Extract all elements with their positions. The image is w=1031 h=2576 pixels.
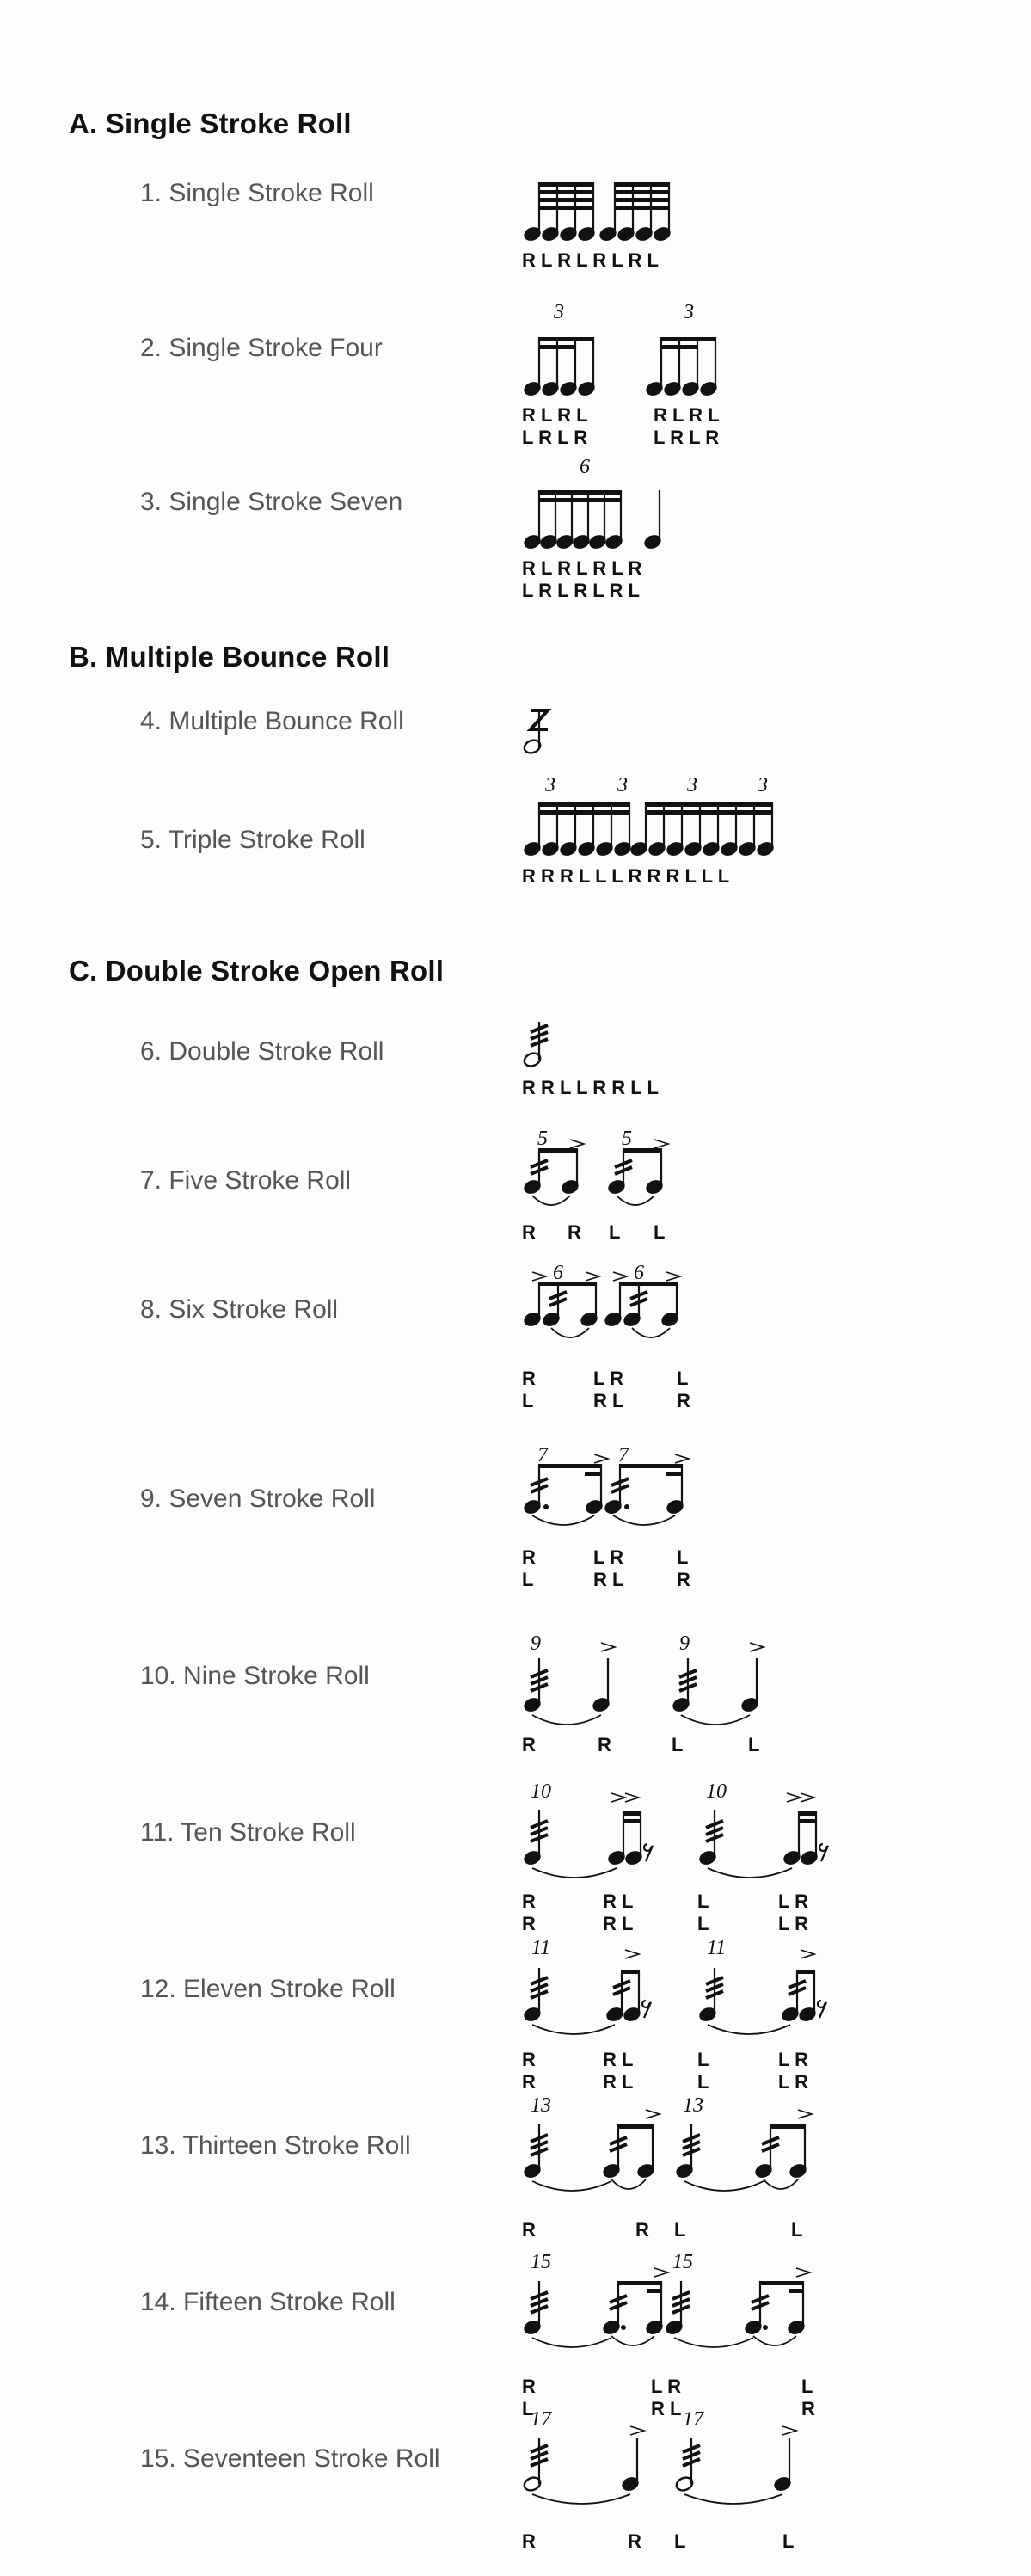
sticking-text: L R [593,1368,624,1389]
accent-mark [666,1272,680,1281]
section-title-single-stroke: A. Single Stroke Roll [69,108,352,139]
sticking-text: L R [778,1891,809,1912]
tie-slur [684,2494,782,2504]
tuplet-number: 3 [617,774,628,796]
sticking-text: L [522,1569,534,1590]
sticking-text: R L [603,2071,634,2093]
sticking-text: L R L R [654,427,720,448]
tie-slur [532,2025,615,2034]
accent-mark [570,1140,584,1148]
note-beam [538,337,576,341]
tuplet-number: 6 [580,456,590,478]
sticking-text: R [677,1569,690,1590]
sticking-text: L R [778,2071,809,2093]
accent-mark [625,1950,639,1958]
tie-slur [753,2336,796,2345]
note-beam [789,2289,804,2293]
sticking-text: R [568,1221,581,1243]
sticking-text: R L [651,2398,682,2419]
note-beam [647,2289,662,2293]
tie-slur [551,1328,589,1337]
accent-mark [654,1140,668,1148]
tie-slur [611,2336,654,2345]
note-beam [614,190,670,194]
sticking-text: R L [603,2049,634,2070]
accent-mark [654,2268,668,2277]
note-beam [538,498,622,502]
accent-mark [798,2110,812,2118]
sticking-text: L R L R L R L [522,580,640,601]
tie-slur [532,1715,601,1725]
sticking-text: L [674,2219,686,2241]
tuplet-number: 17 [531,2408,551,2431]
note-beam [614,198,670,202]
sticking-text: R [522,1221,536,1243]
note-beam [585,1472,602,1476]
tie-slur [674,2338,753,2347]
note-beam [623,1811,641,1816]
sticking-text: R L [603,1891,634,1912]
rudiment-label: 13. Thirteen Stroke Roll [140,2131,411,2160]
tuplet-number: 6 [553,1262,563,1284]
note-beam [617,2124,654,2129]
tuplet-number: 7 [618,1444,629,1466]
rudiment-label: 4. Multiple Bounce Roll [140,707,404,735]
note-beam [538,1282,597,1286]
tuplet-number: 10 [531,1780,551,1803]
sticking-text: L [672,1734,684,1755]
accent-mark [586,1272,599,1281]
note-beam [759,2281,804,2285]
sticking-text: R [522,2376,536,2397]
note-beam [619,1282,678,1286]
sticking-text: R [522,1891,536,1912]
note-beam [798,1819,817,1823]
rudiment-label: 5. Triple Stroke Roll [140,826,365,854]
sticking-text: R [598,1734,611,1755]
tie-slur [532,1196,570,1205]
note-beam [538,198,594,202]
sticking-text: R L [593,1569,624,1590]
note-beam [614,206,670,210]
accent-mark [750,1643,764,1651]
eighth-rest [819,1844,828,1861]
sticking-text: L [674,2530,686,2552]
note-beam [538,490,622,495]
accent-mark [611,1793,625,1802]
sticking-text: L [677,1546,689,1568]
tuplet-number: 9 [679,1632,690,1655]
sticking-text: R L [603,1913,634,1934]
rudiment-label: 1. Single Stroke Roll [140,179,374,207]
sticking-text: R [635,2219,649,2241]
tie-slur [617,1196,654,1205]
note-beam [614,182,670,187]
sticking-text: R [522,1368,536,1389]
tie-slur [611,2179,646,2189]
sticking-text: R L R L R L R [522,557,642,579]
rudiment-label: 3. Single Stroke Seven [140,488,403,516]
augmentation-dot [621,2325,626,2330]
tie-slur [532,1868,617,1878]
note-beam [796,1970,815,1974]
tuplet-number: 5 [537,1128,548,1150]
note-beam [660,345,698,349]
rudiment-label: 9. Seven Stroke Roll [140,1485,376,1513]
sticking-text: L [697,2071,709,2093]
tie-slur [632,1328,670,1337]
sticking-text: R [522,1913,536,1934]
tuplet-number: 3 [554,301,564,323]
tuplet-number: 5 [622,1128,632,1150]
accent-mark [630,2426,644,2435]
sticking-text: R [628,2530,641,2552]
sticking-text: L [791,2219,803,2241]
section-title-double-stroke: C. Double Stroke Open Roll [69,955,445,987]
accent-mark [782,2426,796,2435]
section-title-multiple-bounce: B. Multiple Bounce Roll [69,641,390,673]
note-beam [770,2124,806,2129]
tuplet-number: 15 [531,2251,551,2273]
note-beam [538,182,594,187]
sticking-text: L [697,1891,709,1912]
sticking-text: R L [593,1390,624,1411]
sticking-text: R [522,2530,536,2552]
note-beam [538,802,630,807]
tuplet-number: 3 [684,301,694,323]
accent-mark [675,1454,689,1463]
sticking-text: L [801,2376,813,2397]
sticking-text: R [522,1546,536,1568]
sticking-text: L [654,1221,666,1243]
tuplet-number: 11 [531,1937,551,1959]
accent-mark [646,2110,660,2118]
rudiment-label: 14. Fifteen Stroke Roll [140,2288,396,2316]
tuplet-number: 11 [706,1937,727,1959]
eighth-rest [818,2001,826,2018]
tuplet-number: 6 [634,1262,644,1284]
sticking-text: R [522,1734,536,1755]
accent-mark [801,1950,814,1958]
tuplet-number: 10 [706,1780,727,1803]
tuplet-number: 13 [683,2094,703,2117]
rudiment-label: 10. Nine Stroke Roll [140,1662,370,1690]
tie-slur [708,1868,792,1878]
rudiment-label: 2. Single Stroke Four [140,334,383,362]
accent-mark [787,1793,801,1802]
tuplet-number: 3 [758,774,768,796]
sticking-text: R L R L R L R L [522,249,659,271]
augmentation-dot [763,2325,768,2330]
rudiment-label: 15. Seventeen Stroke Roll [140,2444,440,2473]
note-beam [666,1472,683,1476]
sticking-text: L R L R [522,427,588,448]
rudiment-label: 11. Ten Stroke Roll [140,1818,356,1847]
augmentation-dot [624,1504,629,1509]
note-beam [645,802,773,807]
accent-mark [601,1643,615,1651]
sticking-text: R [801,2398,815,2419]
accent-mark [594,1454,608,1463]
sticking-text: R [522,2219,536,2241]
tie-slur [532,2181,611,2191]
sticking-text: R R R L L L R R R L L L [522,865,730,887]
rudiment-label: 12. Eleven Stroke Roll [140,1975,396,2003]
tuplet-number: 7 [537,1444,548,1466]
note-beam [621,1970,640,1974]
note-beam [538,810,630,815]
tuplet-number: 3 [545,774,555,796]
tie-slur [532,1515,594,1525]
sticking-text: L [609,1221,621,1243]
tie-slur [532,2494,630,2504]
note-beam [660,337,716,341]
note-beam [619,1464,683,1468]
accent-mark [613,1272,627,1281]
sticking-text: R [522,2049,536,2070]
note-beam [538,206,594,210]
tie-slur [532,2338,611,2347]
note-beam [645,810,773,815]
sticking-text: R L R L [654,404,720,426]
rudiment-label: 8. Six Stroke Roll [140,1295,339,1324]
tie-slur [613,1515,675,1525]
note-beam [798,1811,817,1816]
tuplet-number: 13 [531,2094,551,2117]
sticking-text: L R [778,2049,809,2070]
tie-slur [764,2179,798,2189]
tie-slur [681,1715,750,1725]
sticking-text: R [677,1390,690,1411]
eighth-rest [642,2001,651,2018]
accent-mark [532,1272,546,1281]
tie-slur [684,2181,764,2191]
augmentation-dot [543,1504,549,1509]
eighth-rest [644,1844,653,1861]
sticking-text: R L R L [522,404,588,426]
rudiment-label: 6. Double Stroke Roll [140,1037,384,1066]
tuplet-number: 15 [672,2251,693,2273]
sticking-text: L [782,2530,795,2552]
note-beam [538,345,576,349]
accent-mark [796,2268,810,2277]
note-beam [574,337,594,341]
sticking-text: L [748,1734,760,1755]
note-beam [538,1464,602,1468]
sticking-text: L [677,1368,689,1389]
sticking-text: L [697,1913,709,1934]
tuplet-number: 9 [531,1632,541,1655]
tuplet-number: 3 [687,774,697,796]
sticking-text: L [697,2049,709,2070]
sticking-text: L [522,1390,534,1411]
sticking-text: L R [651,2376,682,2397]
note-beam [623,1819,641,1823]
sticking-text: R R L L R R L L [522,1077,659,1098]
rudiment-label: 7. Five Stroke Roll [140,1166,352,1195]
note-beam [617,2281,662,2285]
sticking-text: L R [593,1546,624,1568]
tie-slur [708,2025,790,2034]
tuplet-number: 17 [683,2408,703,2431]
sticking-text: R [522,2071,536,2093]
note-beam [538,190,594,194]
sticking-text: L R [778,1913,809,1934]
sticking-text: L [522,2398,534,2419]
